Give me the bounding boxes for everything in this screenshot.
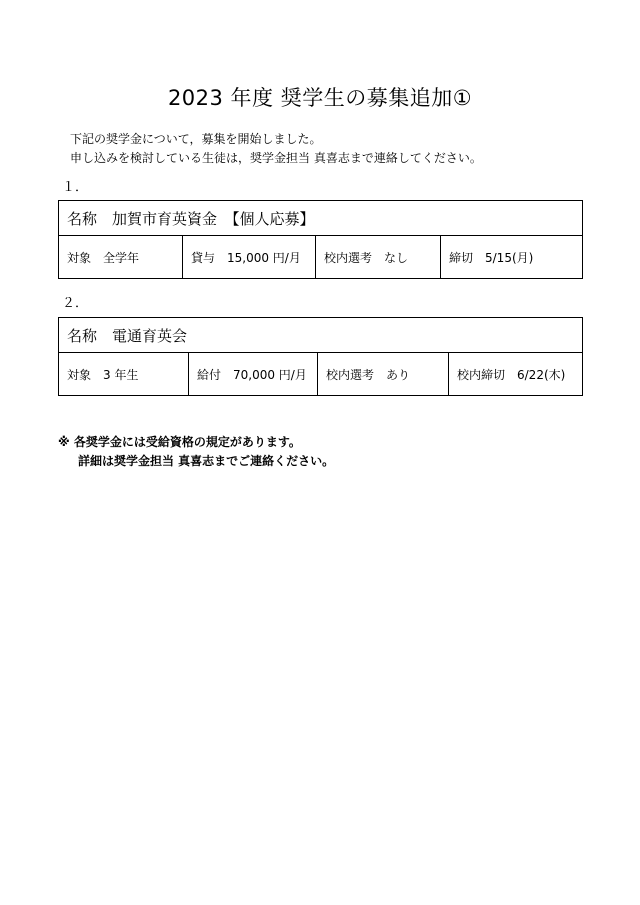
- scholarship-amount: 給付 70,000 円/月: [189, 353, 318, 396]
- scholarship-target: 対象 全学年: [59, 236, 183, 279]
- intro-line-2: 申し込みを検討している生徒は，奨学金担当 真喜志まで連絡してください。: [70, 151, 482, 165]
- scholarship-table-2: [58, 317, 583, 396]
- note-line-1: ※ 各奨学金には受給資格の規定があります。: [58, 435, 301, 449]
- scholarship-deadline: 締切 5/15(月): [441, 236, 583, 279]
- intro-line-1: 下記の奨学金について，募集を開始しました。: [70, 132, 322, 146]
- page-title: 2023 年度 奨学生の募集追加①: [167, 86, 473, 110]
- scholarship-deadline: 校内締切 6/22(木): [449, 353, 583, 396]
- intro-text: [70, 130, 482, 168]
- scholarship-name: 名称 加賀市育英資金 【個人応募】: [59, 201, 583, 236]
- scholarship-name: 名称 電通育英会: [59, 318, 583, 353]
- scholarship-amount: 貸与 15,000 円/月: [183, 236, 316, 279]
- scholarship-selection: 校内選考 なし: [316, 236, 441, 279]
- section-number-2: ２．: [62, 296, 89, 311]
- note-line-2: 詳細は奨学金担当 真喜志までご連絡ください。: [78, 454, 335, 468]
- scholarship-table-1: [58, 200, 583, 279]
- note: [58, 433, 334, 471]
- section-number-1: １．: [62, 180, 89, 195]
- scholarship-selection: 校内選考 あり: [318, 353, 449, 396]
- scholarship-target: 対象 3 年生: [59, 353, 189, 396]
